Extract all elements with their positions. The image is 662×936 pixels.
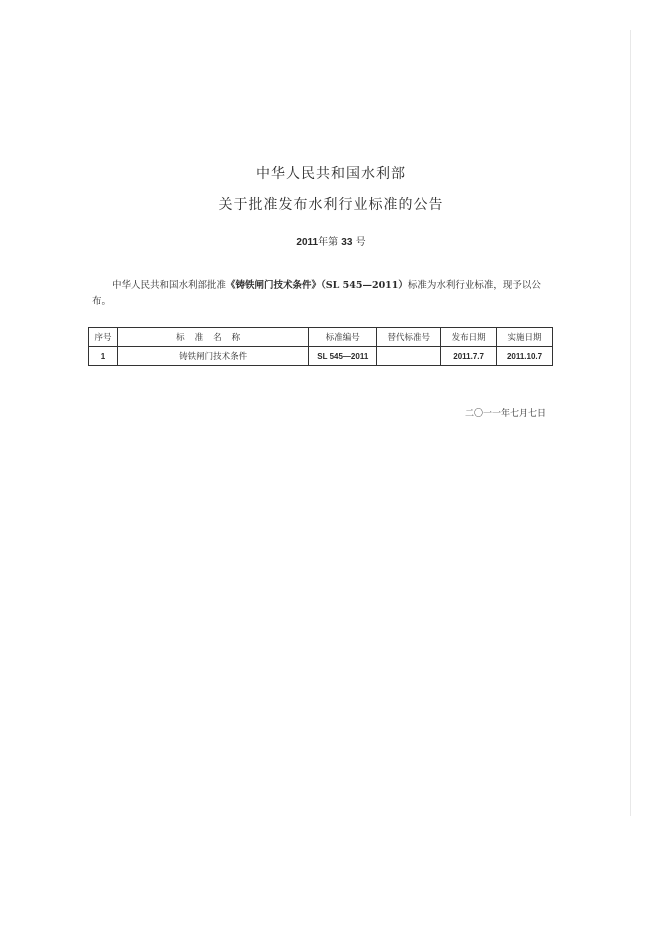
table-row <box>89 347 553 366</box>
body-prefix: 中华人民共和国水利部批准 <box>112 280 227 291</box>
notice-body <box>92 278 556 310</box>
cell-no: 1 <box>89 347 118 366</box>
header-publish: 发布日期 <box>441 328 497 347</box>
body-suffix: 标准为水利行业标准，现予以公布。 <box>92 280 541 307</box>
cell-code: SL 545—2011 <box>309 347 377 366</box>
doc-num: 33 <box>341 237 353 248</box>
document-number <box>0 233 662 248</box>
cell-name: 铸铁闸门技术条件 <box>117 347 308 366</box>
ministry-name: 中华人民共和国水利部 <box>256 166 406 182</box>
notice-date: 二〇一一年七月七日 <box>464 409 546 419</box>
header-code: 标准编号 <box>309 328 377 347</box>
page-edge-divider <box>630 30 631 816</box>
doc-year: 2011 <box>296 237 319 248</box>
doc-suffix: 号 <box>355 237 366 248</box>
header-implement: 实施日期 <box>497 328 553 347</box>
body-standard-name: 《铸铁闸门技术条件》 <box>226 280 322 291</box>
header-name: 标准名称 <box>117 328 308 347</box>
doc-mid: 年第 <box>318 237 339 248</box>
header-replaced: 替代标准号 <box>377 328 441 347</box>
notice-title: 关于批准发布水利行业标准的公告 <box>218 197 444 213</box>
table-header-row <box>89 328 553 347</box>
cell-implement: 2011.10.7 <box>497 347 553 366</box>
cell-publish: 2011.7.7 <box>441 347 497 366</box>
cell-replaced <box>377 347 441 366</box>
standards-table <box>88 327 553 366</box>
body-standard-code: （SL 545—2011） <box>321 280 408 291</box>
header-no: 序号 <box>89 328 118 347</box>
